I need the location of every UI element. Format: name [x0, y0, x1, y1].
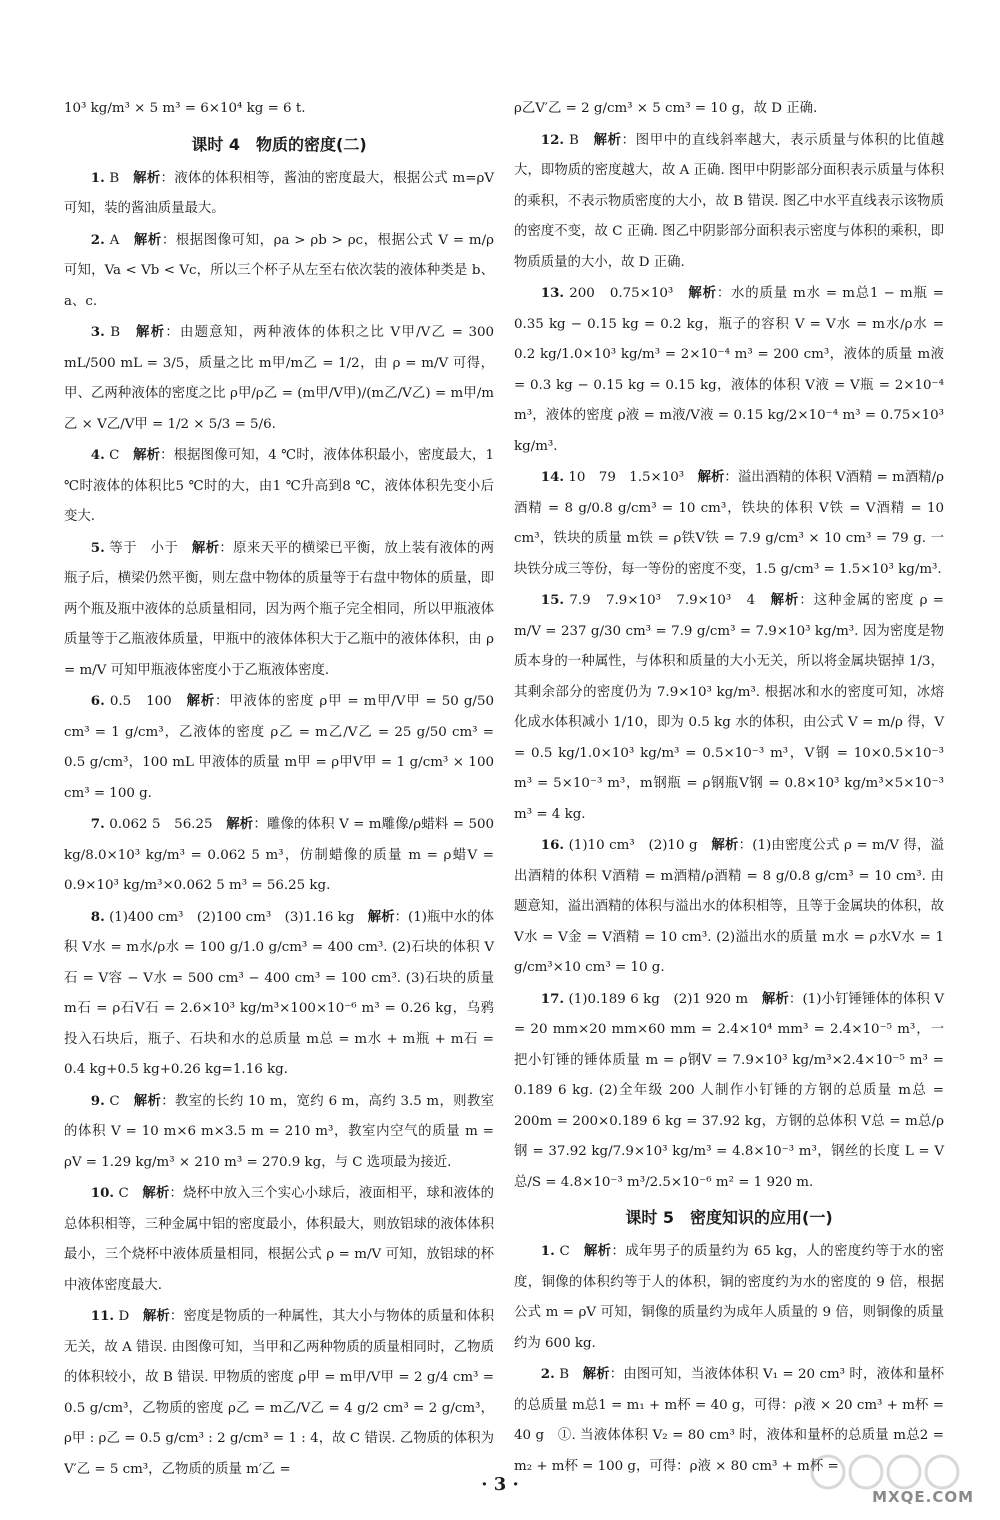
answer-paragraph — [64, 1301, 494, 1485]
question-number: 14. — [540, 469, 565, 485]
answer-choice: 7.9 7.9×10³ 7.9×10³ 4 — [569, 593, 756, 608]
explanation-label: 解析 — [711, 837, 739, 853]
answer-paragraph — [64, 533, 494, 687]
explanation-label: 解析 — [593, 131, 622, 148]
answer-choice: B — [559, 1367, 570, 1382]
explanation-text: ：成年男子的质量约为 65 kg，人的密度约等于水的密度，铜像的体积约等于人的体积，铜的密度约为水的密度的 9 倍，根据公式 m = ρV 可知，铜像的质量约为成年人质量的 9 倍，则铜像的质量约为 600 kg. — [514, 1244, 944, 1351]
explanation-label: 解析 — [582, 1366, 610, 1382]
question-number: 7. — [90, 816, 105, 832]
explanation-label: 解析 — [133, 447, 161, 463]
answer-choice: C — [109, 448, 120, 463]
explanation-label: 解析 — [367, 908, 395, 925]
explanation-text: ：由题意知，两种液体的体积之比 V甲/V乙 = 300 mL/500 mL = 3/5，质量之比 m甲/m乙 = 1/2，由 ρ = m/V 可得，甲、乙两种液体的密度之比 ρ甲/ρ乙 = (m甲/V甲)/(m乙/V乙) = m甲/m乙 × V乙/V甲 = 1/2 × 5/3 = 5/6. — [64, 325, 494, 432]
question-number: 10. — [90, 1185, 115, 1201]
question-number: 2. — [90, 231, 105, 248]
explanation-label: 解析 — [770, 592, 800, 608]
answer-paragraph — [64, 94, 494, 125]
explanation-label: 解析 — [583, 1243, 612, 1259]
answer-paragraph — [64, 902, 494, 1086]
question-number: 12. — [540, 131, 565, 148]
explanation-label: 解析 — [136, 324, 166, 340]
answer-paragraph — [514, 125, 944, 279]
left-column — [64, 94, 494, 1485]
answer-choice: 0.062 5 56.25 — [109, 817, 213, 832]
answer-choice: B — [110, 325, 121, 340]
answer-paragraph — [64, 1178, 494, 1301]
explanation-label: 解析 — [688, 285, 717, 301]
answer-paragraph — [64, 317, 494, 440]
question-number: 5. — [90, 539, 105, 556]
explanation-text: ρ乙V′乙 = 2 g/cm³ × 5 cm³ = 10 g，故 D 正确. — [514, 101, 818, 116]
explanation-text: ：(1)瓶中水的体积 V水 = m水/ρ水 = 100 g/1.0 g/cm³ = 400 cm³. (2)石块的体积 V石 = V容 − V水 = 500 cm³ − 400 cm³ = 100 cm³. (3)石块的质量 m石 = ρ石V石 = 2.6×10³ kg/m³×100×10⁻⁶ m³ = 0.26 kg，乌鸦投入石块后，瓶子、石块和水的总质量 m总 = m水 + m瓶 + m石 = 0.4 kg+0.5 kg+0.26 kg=1.16 kg. — [64, 909, 495, 1077]
explanation-text: ：由图可知，当液体体积 V₁ = 20 cm³ 时，液体和量杯的总质量 m总1 = m₁ + m杯 = 40 g，可得：ρ液 × 20 cm³ + m杯 = 40 g ①. 当液体体积 V₂ = 80 cm³ 时，液体和量杯的总质量 m总2 = m₂ + m杯 = 100 g，可得：ρ液 × 80 cm³ + m杯 = — [514, 1367, 944, 1474]
explanation-label: 解析 — [133, 231, 162, 248]
explanation-label: 解析 — [142, 1308, 170, 1324]
explanation-text: ：原来天平的横梁已平衡，放上装有液体的两瓶子后，横梁仍然平衡，则左盘中物体的质量等于右盘中物体的质量，即两个瓶及瓶中液体的总质量相同，因为两个瓶子完全相同，所以甲瓶液体质量等于乙瓶液体质量，甲瓶中的液体体积大于乙瓶中的液体体积，由 ρ = m/V 可知甲瓶液体密度小于乙瓶液体密度. — [64, 540, 495, 678]
answer-paragraph — [514, 462, 944, 585]
explanation-text: ：(1)由密度公式 ρ = m/V 得，溢出酒精的体积 V酒精 = m酒精/ρ酒精 = 8 g/0.8 g/cm³ = 10 cm³. 由题意知，溢出酒精的体积与溢出水的体积相等，且等于金属块的体积，故 V水 = V金 = V酒精 = 10 cm³. (2)溢出水的质量 m水 = ρ水V水 = 1 g/cm³×10 cm³ = 10 g. — [514, 838, 944, 975]
page-number: · 3 · — [481, 1474, 519, 1495]
explanation-label: 解析 — [191, 539, 220, 556]
answer-paragraph — [514, 830, 944, 984]
answer-paragraph — [64, 1086, 494, 1179]
question-number: 17. — [540, 990, 565, 1007]
explanation-text: ：图甲中的直线斜率越大，表示质量与体积的比值越大，即物质的密度越大，故 A 正确. 图甲中阴影部分面积表示质量与体积的乘积，不表示物质密度的大小，故 B 错误. 图乙中水平直线表示该物质的密度不变，故 C 正确. 图乙中阴影部分面积表示密度与体积的乘积，即物质质量的大小，故 D 正确. — [514, 132, 945, 270]
right-column — [514, 94, 944, 1482]
answer-choice: C — [559, 1244, 570, 1259]
answer-choice: C — [118, 1186, 129, 1201]
answer-choice: (1)0.189 6 kg (2)1 920 m — [568, 991, 749, 1007]
answer-paragraph — [514, 94, 944, 125]
explanation-label: 解析 — [133, 169, 161, 186]
explanation-label: 解析 — [697, 469, 725, 485]
answer-choice: D — [118, 1309, 130, 1324]
explanation-text: ：甲液体的密度 ρ甲 = m甲/V甲 = 50 g/50 cm³ = 1 g/cm³，乙液体的密度 ρ乙 = m乙/V乙 = 25 g/50 cm³ = 0.5 g/cm³，100 mL 甲液体的质量 m甲 = ρ甲V甲 = 1 g/cm³ × 100 cm³ = 100 g. — [64, 694, 494, 801]
answer-choice: 10 79 1.5×10³ — [568, 470, 685, 485]
section-heading: 课时 4 物质的密度(二) — [191, 134, 367, 154]
explanation-text: ：烧杯中放入三个实心小球后，液面相平，球和液体的总体积相等，三种金属中铝的密度最小，体积最大，则放铝球的液体体积最小，三个烧杯中液体质量相同，根据公式 ρ = m/V 可知，放铝球的杯中液体密度最大. — [64, 1186, 495, 1293]
question-number: 4. — [90, 447, 105, 463]
question-number: 16. — [540, 837, 565, 853]
answer-choice: C — [109, 1093, 120, 1109]
answer-choice: 等于 小于 — [109, 540, 179, 556]
answer-paragraph — [64, 686, 494, 809]
explanation-text: ：这种金属的密度 ρ = m/V = 237 g/30 cm³ = 7.9 g/cm³ = 7.9×10³ kg/m³. 因为密度是物质本身的一种属性，与体积和质量的大小无关，所以将金属块锯掉 1/3，其剩余部分的密度仍为 7.9×10³ kg/m³. 根据冰和水的密度可知，冰熔化成水体积减小 1/10，即为 0.5 kg 水的体积，由公式 V = m/ρ 得，V = 0.5 kg/1.0×10³ kg/m³ = 0.5×10⁻³ m³，V钢 = 10×0.5×10⁻³ m³ = 5×10⁻³ m³，m钢瓶 = ρ钢瓶V钢 = 0.8×10³ kg/m³×5×10⁻³ m³ = 4 kg. — [514, 593, 945, 822]
explanation-text: ：水的质量 m水 = m总1 − m瓶 = 0.35 kg − 0.15 kg = 0.2 kg，瓶子的容积 V = V水 = m水/ρ水 = 0.2 kg/1.0×10³ kg/m³ = 2×10⁻⁴ m³ = 200 cm³，液体的质量 m液 = 0.3 kg − 0.15 kg = 0.15 kg，液体的体积 V液 = V瓶 = 2×10⁻⁴ m³，液体的密度 ρ液 = m液/V液 = 0.15 kg/2×10⁻⁴ m³ = 0.75×10³ kg/m³. — [514, 286, 945, 454]
explanation-label: 解析 — [761, 990, 789, 1007]
explanation-text: ：教室的长约 10 m，宽约 6 m，高约 3.5 m，则教室的体积 V = 10 m×6 m×3.5 m = 210 m³，教室内空气的质量 m = ρV = 1.29 kg/m³ × 210 m³ = 270.9 kg，与 C 选项最为接近. — [64, 1093, 495, 1170]
answer-paragraph — [514, 984, 944, 1199]
answer-paragraph — [514, 585, 944, 830]
question-number: 8. — [90, 908, 105, 925]
question-number: 11. — [90, 1308, 115, 1324]
explanation-text: 10³ kg/m³ × 5 m³ = 6×10⁴ kg = 6 t. — [64, 101, 306, 116]
answer-paragraph — [64, 809, 494, 902]
explanation-text: ：液体的体积相等，酱油的密度最大，根据公式 m=ρV 可知，装的酱油质量最大。 — [64, 170, 494, 216]
answer-choice: (1)400 cm³ (2)100 cm³ (3)1.16 kg — [109, 909, 355, 925]
question-number: 15. — [540, 592, 565, 608]
question-number: 6. — [90, 693, 105, 709]
answer-paragraph — [64, 225, 494, 318]
explanation-label: 解析 — [142, 1185, 170, 1201]
explanation-text: ：溢出酒精的体积 V酒精 = m酒精/ρ酒精 = 8 g/0.8 g/cm³ = 10 cm³，铁块的体积 V铁 = V酒精 = 10 cm³，铁块的质量 m铁 = ρ铁V铁 = 7.9 g/cm³ × 10 cm³ = 79 g. 一块铁分成三等份，每一等份的密度不变，1.5 g/cm³ = 1.5×10³ kg/m³. — [514, 470, 945, 577]
question-number: 9. — [90, 1092, 105, 1109]
answer-paragraph — [514, 278, 944, 462]
answer-choice: 200 0.75×10³ — [569, 286, 674, 301]
question-number: 1. — [540, 1243, 555, 1259]
question-number: 1. — [90, 169, 105, 186]
answer-choice: 0.5 100 — [109, 694, 172, 709]
explanation-label: 解析 — [226, 816, 254, 832]
question-number: 13. — [540, 285, 565, 301]
explanation-text: ：(1)小钉锤锤体的体积 V = 20 mm×20 mm×60 mm = 2.4×10⁴ mm³ = 2.4×10⁻⁵ m³，一把小钉锤的锤体质量 m = ρ钢V = 7.9×10³ kg/m³×2.4×10⁻⁵ m³ = 0.189 6 kg. (2)全年级 200 人制作小钉锤的方钢的总质量 m总 = 200m = 200×0.189 6 kg = 37.92 kg，方钢的总体积 V总 = m总/ρ钢 = 37.92 kg/7.9×10³ kg/m³ = 4.8×10⁻³ m³，钢丝的长度 L = V总/S = 4.8×10⁻³ m³/2.5×10⁻⁶ m² = 1 920 m. — [514, 991, 945, 1190]
explanation-text: ：根据图像可知，4 ℃时，液体体积最小，密度最大，1 ℃时液体的体积比5 ℃时的大，由1 ℃升高到8 ℃，液体体积先变小后变大. — [64, 448, 495, 524]
answer-choice: B — [109, 170, 120, 186]
answer-choice: A — [109, 232, 120, 248]
answer-paragraph — [64, 440, 494, 533]
watermark-text: MXQE.COM — [872, 1488, 974, 1506]
question-number: 3. — [90, 324, 105, 340]
explanation-text: ：密度是物质的一种属性，其大小与物体的质量和体积无关，故 A 错误. 由图像可知，当甲和乙两种物质的质量相同时，乙物质的体积较小，故 B 错误. 甲物质的密度 ρ甲 = m甲/V甲 = 2 g/4 cm³ = 0.5 g/cm³，乙物质的密度 ρ乙 = m乙/V乙 = 4 g/2 cm³ = 2 g/cm³，ρ甲 : ρ乙 = 0.5 g/cm³ : 2 g/cm³ = 1 : 4，故 C 错误. 乙物质的体积为 V′乙 = 5 cm³，乙物质的质量 m′乙 = — [64, 1309, 495, 1477]
answer-paragraph — [64, 163, 494, 225]
explanation-label: 解析 — [133, 1092, 162, 1109]
section-heading: 课时 5 密度知识的应用(一) — [625, 1208, 833, 1227]
answer-paragraph — [514, 1236, 944, 1359]
explanation-label: 解析 — [186, 693, 216, 709]
explanation-text: ：根据图像可知，ρa > ρb > ρc，根据公式 V = m/ρ 可知，Va < Vb < Vc，所以三个杯子从左至右依次装的液体种类是 b、a、c. — [64, 232, 494, 309]
explanation-text: ：雕像的体积 V = m雕像/ρ蜡料 = 500 kg/8.0×10³ kg/m³ = 0.062 5 m³，仿制蜡像的质量 m = ρ蜡V = 0.9×10³ kg/m³×0.062 5 m³ = 56.25 kg. — [64, 817, 495, 893]
answer-choice: (1)10 cm³ (2)10 g — [568, 838, 698, 853]
answer-choice: B — [569, 132, 579, 148]
question-number: 2. — [540, 1366, 555, 1382]
